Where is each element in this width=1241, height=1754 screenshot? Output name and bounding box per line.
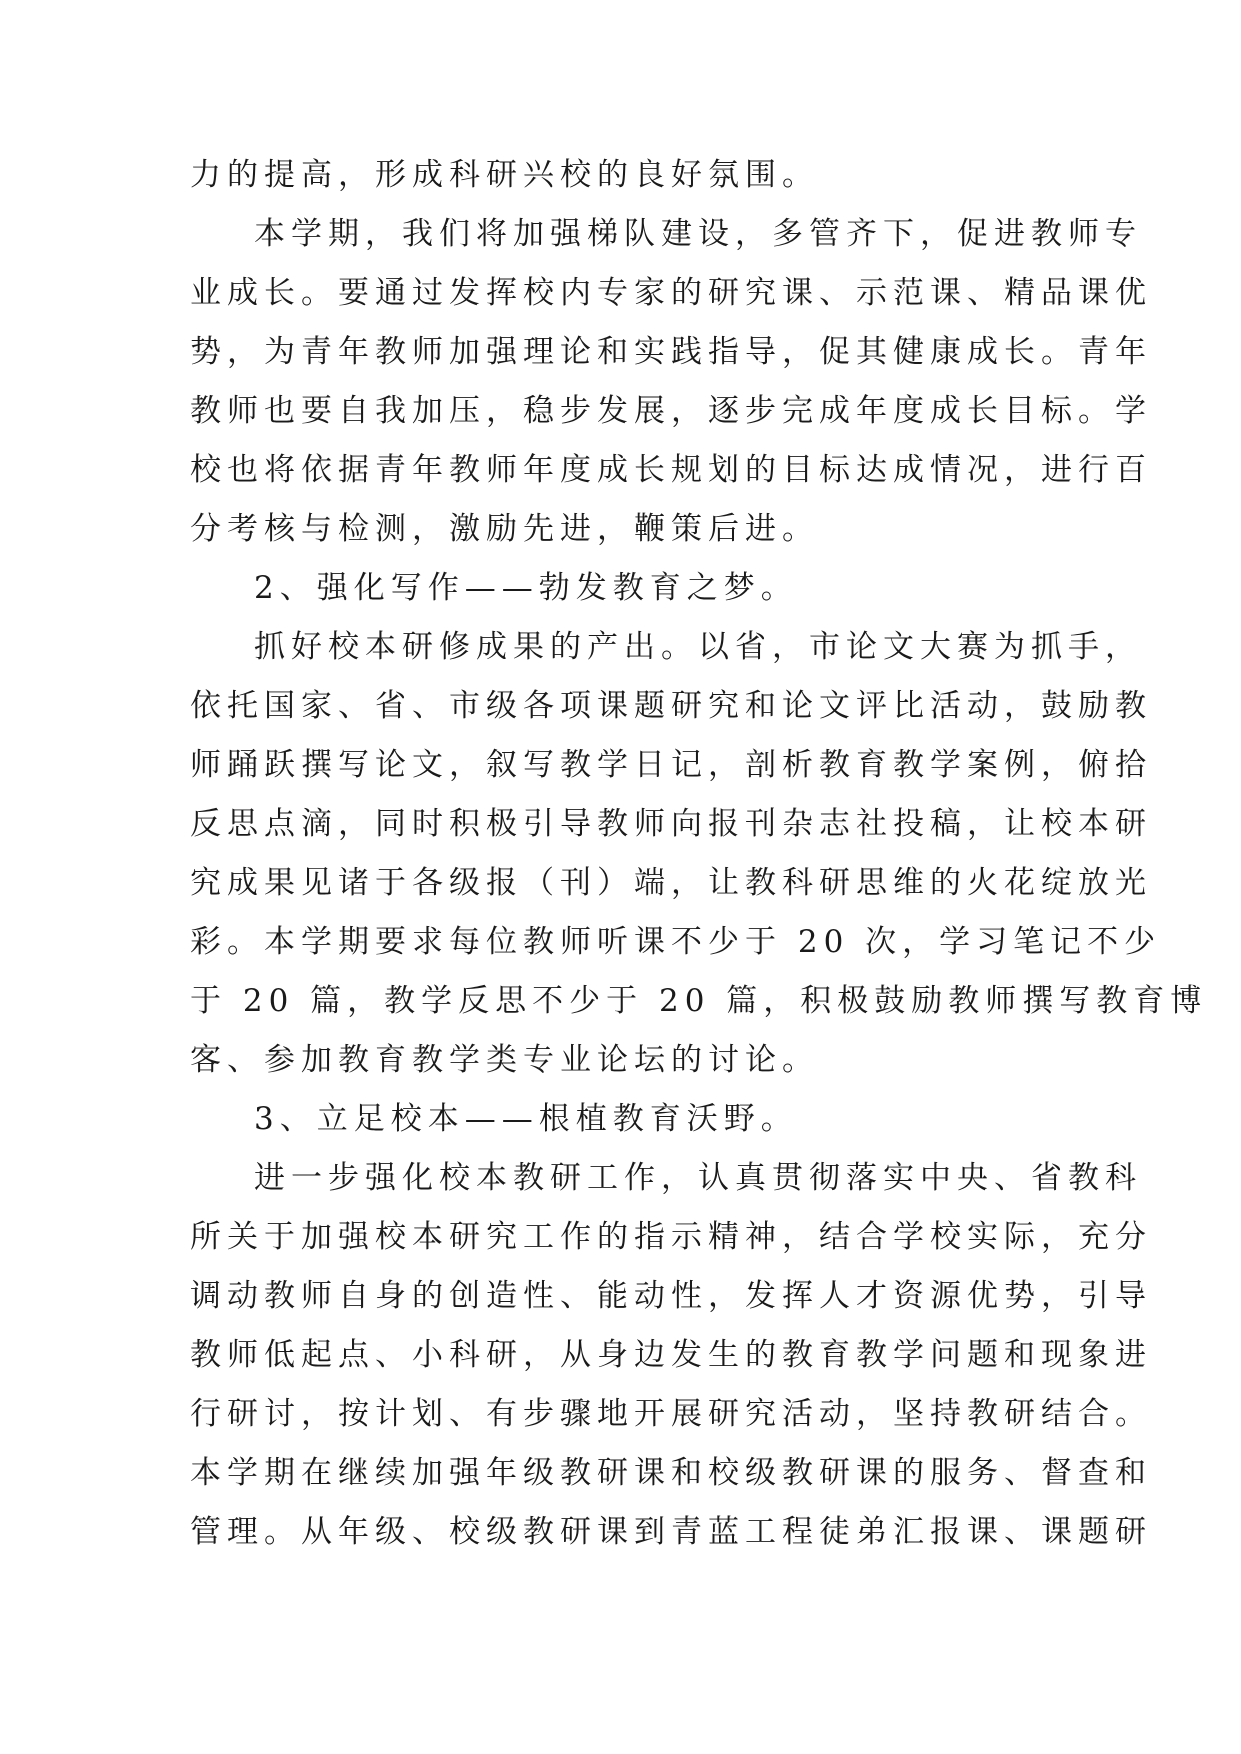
text-line: 依托国家、省、市级各项课题研究和论文评比活动，鼓励教 (190, 688, 1152, 724)
text-line: 师踊跃撰写论文，叙写教学日记，剖析教育教学案例，俯拾 (190, 747, 1152, 783)
text-line: 究成果见诸于各级报（刊）端，让教科研思维的火花绽放光 (190, 865, 1152, 901)
text-line: 分考核与检测，激励先进，鞭策后进。 (190, 511, 819, 547)
paragraph-start: 抓好校本研修成果的产出。以省，市论文大赛为抓手， (254, 629, 1142, 665)
text-line: 彩。本学期要求每位教师听课不少于 20 次，学习笔记不少 (190, 924, 1162, 960)
text-line: 所关于加强校本研究工作的指示精神，结合学校实际，充分 (190, 1219, 1152, 1255)
text-line: 本学期在继续加强年级教研课和校级教研课的服务、督查和 (190, 1455, 1152, 1491)
text-line: 反思点滴，同时积极引导教师向报刊杂志社投稿，让校本研 (190, 806, 1152, 842)
text-line: 行研讨，按计划、有步骤地开展研究活动，坚持教研结合。 (190, 1396, 1152, 1432)
text-line: 客、参加教育教学类专业论坛的讨论。 (190, 1042, 819, 1078)
text-line: 力的提高，形成科研兴校的良好氛围。 (190, 157, 819, 193)
text-line: 教师也要自我加压，稳步发展，逐步完成年度成长目标。学 (190, 393, 1152, 429)
text-line: 校也将依据青年教师年度成长规划的目标达成情况，进行百 (190, 452, 1152, 488)
section-heading: 3、立足校本——根植教育沃野。 (254, 1101, 798, 1137)
section-heading: 2、强化写作——勃发教育之梦。 (254, 570, 798, 606)
paragraph-start: 本学期，我们将加强梯队建设，多管齐下，促进教师专 (254, 216, 1142, 252)
text-line: 于 20 篇，教学反思不少于 20 篇，积极鼓励教师撰写教育博 (190, 983, 1208, 1019)
text-line: 教师低起点、小科研，从身边发生的教育教学问题和现象进 (190, 1337, 1152, 1373)
text-line: 势，为青年教师加强理论和实践指导，促其健康成长。青年 (190, 334, 1152, 370)
text-line: 业成长。要通过发挥校内专家的研究课、示范课、精品课优 (190, 275, 1152, 311)
text-line: 调动教师自身的创造性、能动性，发挥人才资源优势，引导 (190, 1278, 1152, 1314)
paragraph-start: 进一步强化校本教研工作，认真贯彻落实中央、省教科 (254, 1160, 1142, 1196)
text-line: 管理。从年级、校级教研课到青蓝工程徒弟汇报课、课题研 (190, 1514, 1152, 1550)
